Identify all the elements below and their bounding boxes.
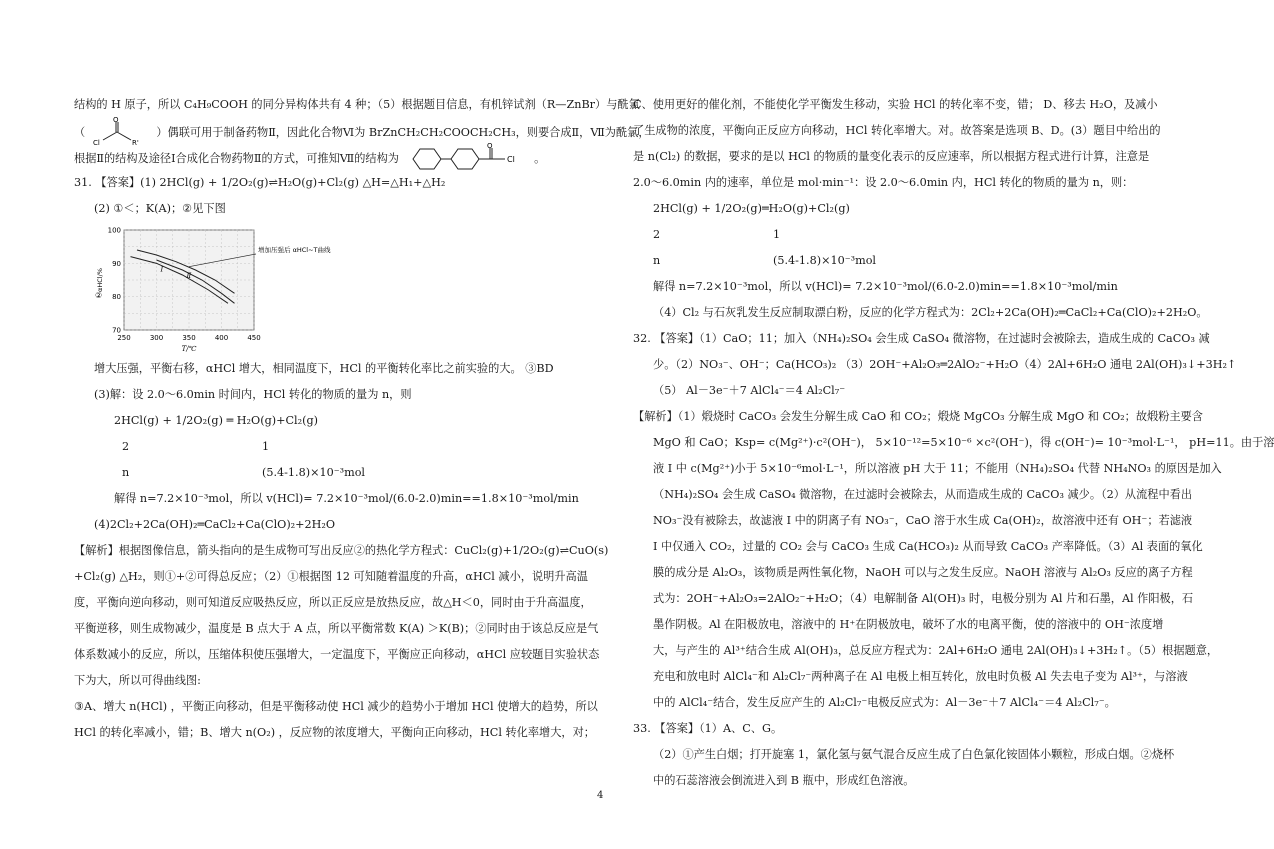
text-line: 体系数减小的反应，所以，压缩体积使压强增大，一定温度下，平衡应正向移动，αHCl 应较题目实验状态 [74, 648, 600, 661]
text-line: （4）Cl₂ 与石灰乳发生反应制取漂白粉，反应的化学方程式为：2Cl₂+2Ca(OH)₂═CaCl₂+Ca(ClO)₂+2H₂O。 [653, 306, 1208, 319]
conversion-temperature-chart [94, 224, 334, 356]
text-line: NO₃⁻没有被除去，故滤液 I 中的阴离子有 NO₃⁻，CaO 溶于水生成 Ca(OH)₂，故溶液中还有 OH⁻；若滤液 [653, 514, 1193, 527]
right-column [633, 92, 1274, 794]
text-line: (2) ①＜；K(A)；②见下图 [94, 202, 226, 215]
y-tick-label: 80 [112, 293, 121, 302]
stoich-row: n (5.4-1.8)×10⁻³mol [653, 254, 877, 267]
text-line: (3)解：设 2.0～6.0min 时间内，HCl 转化的物质的量为 n，则 [94, 388, 412, 401]
stoich-row: 2 1 [122, 440, 270, 453]
text-line: +Cl₂(g) △H₂，则①+②可得总反应；（2）①根据图 12 可知随着温度的升高，αHCl 减小，说明升高温 [74, 570, 588, 583]
text-line: 结构的 H 原子，所以 C₄H₉COOH 的同分异构体共有 4 种；（5）根据题目信息，有机锌试剂（R—ZnBr）与酰氯 [74, 98, 640, 111]
text-line: 中的石蕊溶液会倒流进入到 B 瓶中，形成红色溶液。 [653, 774, 915, 787]
text-line: 膜的成分是 Al₂O₃，该物质是两性氧化物，NaOH 可以与之发生反应。NaOH 溶液与 Al₂O₃ 反应的离子方程 [653, 566, 1193, 579]
y-axis-label: αHCl/% [96, 268, 104, 292]
x-tick-label: 450 [247, 334, 261, 342]
text-line: 是 n(Cl₂) 的数据，要求的是以 HCl 的物质的量变化表示的反应速率，所以根据方程式进行计算，注意是 [633, 150, 1150, 163]
figure-marker: ② [95, 291, 103, 300]
text-line: 下为大，所以可得曲线图: [74, 674, 201, 687]
x-tick-label: 400 [214, 334, 229, 342]
left-column [74, 92, 650, 746]
text-line-with-structure: 根据Ⅱ的结构及途径Ⅰ合成化合物药物Ⅱ的方式，可推知Ⅶ的结构为 O Cl 。 [74, 144, 594, 170]
stoich-row: n (5.4-1.8)×10⁻³mol [122, 466, 366, 479]
text-line: 解得 n=7.2×10⁻³mol，所以 v(HCl)= 7.2×10⁻³mol/(6.0-2.0)min==1.8×10⁻³mol/min [114, 492, 579, 505]
x-axis-label: T/℃ [181, 345, 197, 353]
text-line: 解得 n=7.2×10⁻³mol，所以 v(HCl)= 7.2×10⁻³mol/(6.0-2.0)min==1.8×10⁻³mol/min [653, 280, 1118, 293]
svg-text:Cl: Cl [92, 139, 100, 147]
answer-33: 33. 【答案】（1）A、C、G。 [633, 722, 783, 735]
text-line: I 中仅通入 CO₂，过量的 CO₂ 会与 CaCO₃ 生成 Ca(HCO₃)₂ 从而导致 CaCO₃ 产率降低。（3）Al 表面的氧化 [653, 540, 1203, 553]
text-line: C、使用更好的催化剂，不能使化学平衡发生移动，实验 HCl 的转化率不变，错； D、移去 H₂O，及减小 [633, 98, 1158, 111]
text-line: 了生成物的浓度，平衡向正反应方向移动，HCl 转化率增大。对。故答案是选项 B、D。(3）题目中给出的 [633, 124, 1161, 137]
x-tick-label: 350 [182, 334, 196, 342]
text-line: （NH₄)₂SO₄ 会生成 CaSO₄ 微溶物，在过滤时会被除去，从而造成生成的 CaCO₃ 减少。（2）从流程中看出 [653, 488, 1193, 501]
text-line-with-structure: （ O Cl R' ）偶联可用于制备药物Ⅱ，因此化合物Ⅵ为 BrZnCH₂CH₂COOCH₂CH₃，则要合成Ⅱ，Ⅶ为酰氯， [74, 116, 650, 147]
text-line: 式为：2OH⁻+Al₂O₃=2AlO₂⁻+H₂O；（4）电解制备 Al(OH)₃ 时，电极分别为 Al 片和石墨，Al 作阳极，石 [653, 592, 1194, 605]
y-tick-label: 70 [112, 326, 121, 335]
annotation-label: 增加压强后 αHCl~T曲线 [258, 246, 331, 254]
text-line: MgO 和 CaO；Ksp= c(Mg²⁺)·c²(OH⁻)， 5×10⁻¹²=5×10⁻⁶ ×c²(OH⁻)，得 c(OH⁻)= 10⁻³mol·L⁻¹， pH=11。由于溶 [653, 436, 1274, 449]
text-line: 度，平衡向逆向移动，则可知道反应吸热反应，所以正反应是放热反应，故△H＜0，同时由于升高温度， [74, 596, 592, 609]
text-line: HCl 的转化率减小，错；B、增大 n(O₂) ，反应物的浓度增大，平衡向正向移动，HCl 转化率增大，对； [74, 726, 595, 739]
text-line: 充电和放电时 AlCl₄⁻和 Al₂Cl₇⁻两种离子在 Al 电极上相互转化，放电时负极 Al 失去电子变为 Al³⁺，与溶液 [653, 670, 1188, 683]
text-line: 少。（2）NO₃⁻、OH⁻；Ca(HCO₃)₂ （3）2OH⁻+Al₂O₃═2AlO₂⁻+H₂O（4）2Al+6H₂O 通电 2Al(OH)₃↓+3H₂↑ [653, 358, 1237, 371]
analysis-line: 【解析】（1）煅烧时 CaCO₃ 会发生分解生成 CaO 和 CO₂；煅烧 MgCO₃ 分解生成 MgO 和 CO₂；故煅粉主要含 [633, 410, 1203, 423]
analysis-line: 【解析】根据图像信息，箭头指向的是生成物可写出反应②的热化学方程式：CuCl₂(g)+1/2O₂(g)⇌CuO(s) [74, 544, 609, 557]
text-line: 墨作阴极。Al 在阳极放电，溶液中的 H⁺在阴极放电，破坏了水的电离平衡，使的溶液中的 OH⁻浓度增 [653, 618, 1164, 631]
series-label: Ⅱ [186, 272, 192, 280]
svg-text:O: O [486, 142, 493, 150]
equation-line: 2HCl(g) + 1/2O₂(g) ═ H₂O(g)+Cl₂(g) [114, 414, 318, 427]
x-tick-label: 250 [117, 334, 131, 342]
text-line: 增大压强，平衡右移，αHCl 增大，相同温度下，HCl 的平衡转化率比之前实验的大。 ③BD [94, 362, 554, 375]
text-line: 平衡逆移，则生成物减少，温度是 B 点大于 A 点，所以平衡常数 K(A) ＞K(B)；②同时由于该总反应是气 [74, 622, 599, 635]
svg-text:O: O [112, 116, 119, 124]
series-label: Ⅰ [160, 265, 164, 274]
text-line: （5） Al－3e⁻＋7 AlCl₄⁻＝4 Al₂Cl₇⁻ [653, 384, 846, 397]
page-number: 4 [597, 790, 604, 801]
text-line: ③A、增大 n(HCl) ，平衡正向移动，但是平衡移动使 HCl 减少的趋势小于增加 HCl 使增大的趋势，所以 [74, 700, 598, 713]
text-line: (4)2Cl₂+2Ca(OH)₂═CaCl₂+Ca(ClO)₂+2H₂O [94, 518, 336, 531]
text-line: 大，与产生的 Al³⁺结合生成 Al(OH)₃，总反应方程式为：2Al+6H₂O 通电 2Al(OH)₃↓+3H₂↑。（5）根据题意， [653, 644, 1219, 657]
answer-31: 31. 【答案】(1) 2HCl(g) + 1/2O₂(g)⇌H₂O(g)+Cl₂(g) △H=△H₁+△H₂ [74, 176, 446, 189]
y-tick-label: 100 [107, 226, 121, 235]
svg-text:Cl: Cl [506, 155, 515, 164]
text-line: 中的 AlCl₄⁻结合，发生反应产生的 Al₂Cl₇⁻电极反应式为：Al－3e⁻＋7 AlCl₄⁻＝4 Al₂Cl₇⁻。 [653, 696, 1116, 709]
answer-32: 32. 【答案】（1）CaO；11；加入（NH₄)₂SO₄ 会生成 CaSO₄ 微溶物，在过滤时会被除去，造成生成的 CaCO₃ 减 [633, 332, 1210, 345]
x-tick-label: 300 [149, 334, 164, 342]
text-line: 液 I 中 c(Mg²⁺)小于 5×10⁻⁶mol·L⁻¹，所以溶液 pH 大于 11；不能用（NH₄)₂SO₄ 代替 NH₄NO₃ 的原因是加入 [653, 462, 1222, 475]
stoich-row: 2 1 [653, 228, 781, 241]
equation-line: 2HCl(g) + 1/2O₂(g)═H₂O(g)+Cl₂(g) [653, 202, 850, 215]
text-line: （2）①产生白烟；打开旋塞 1，氯化氢与氨气混合反应生成了白色氯化铵固体小颗粒，形成白烟。②烧杯 [653, 748, 1175, 761]
text-line: 2.0～6.0min 内的速率，单位是 mol·min⁻¹：设 2.0～6.0min 内，HCl 转化的物质的量为 n，则： [633, 176, 1134, 189]
chart-svg [94, 224, 334, 356]
y-tick-label: 90 [112, 259, 121, 268]
svg-text:R': R' [131, 139, 139, 147]
